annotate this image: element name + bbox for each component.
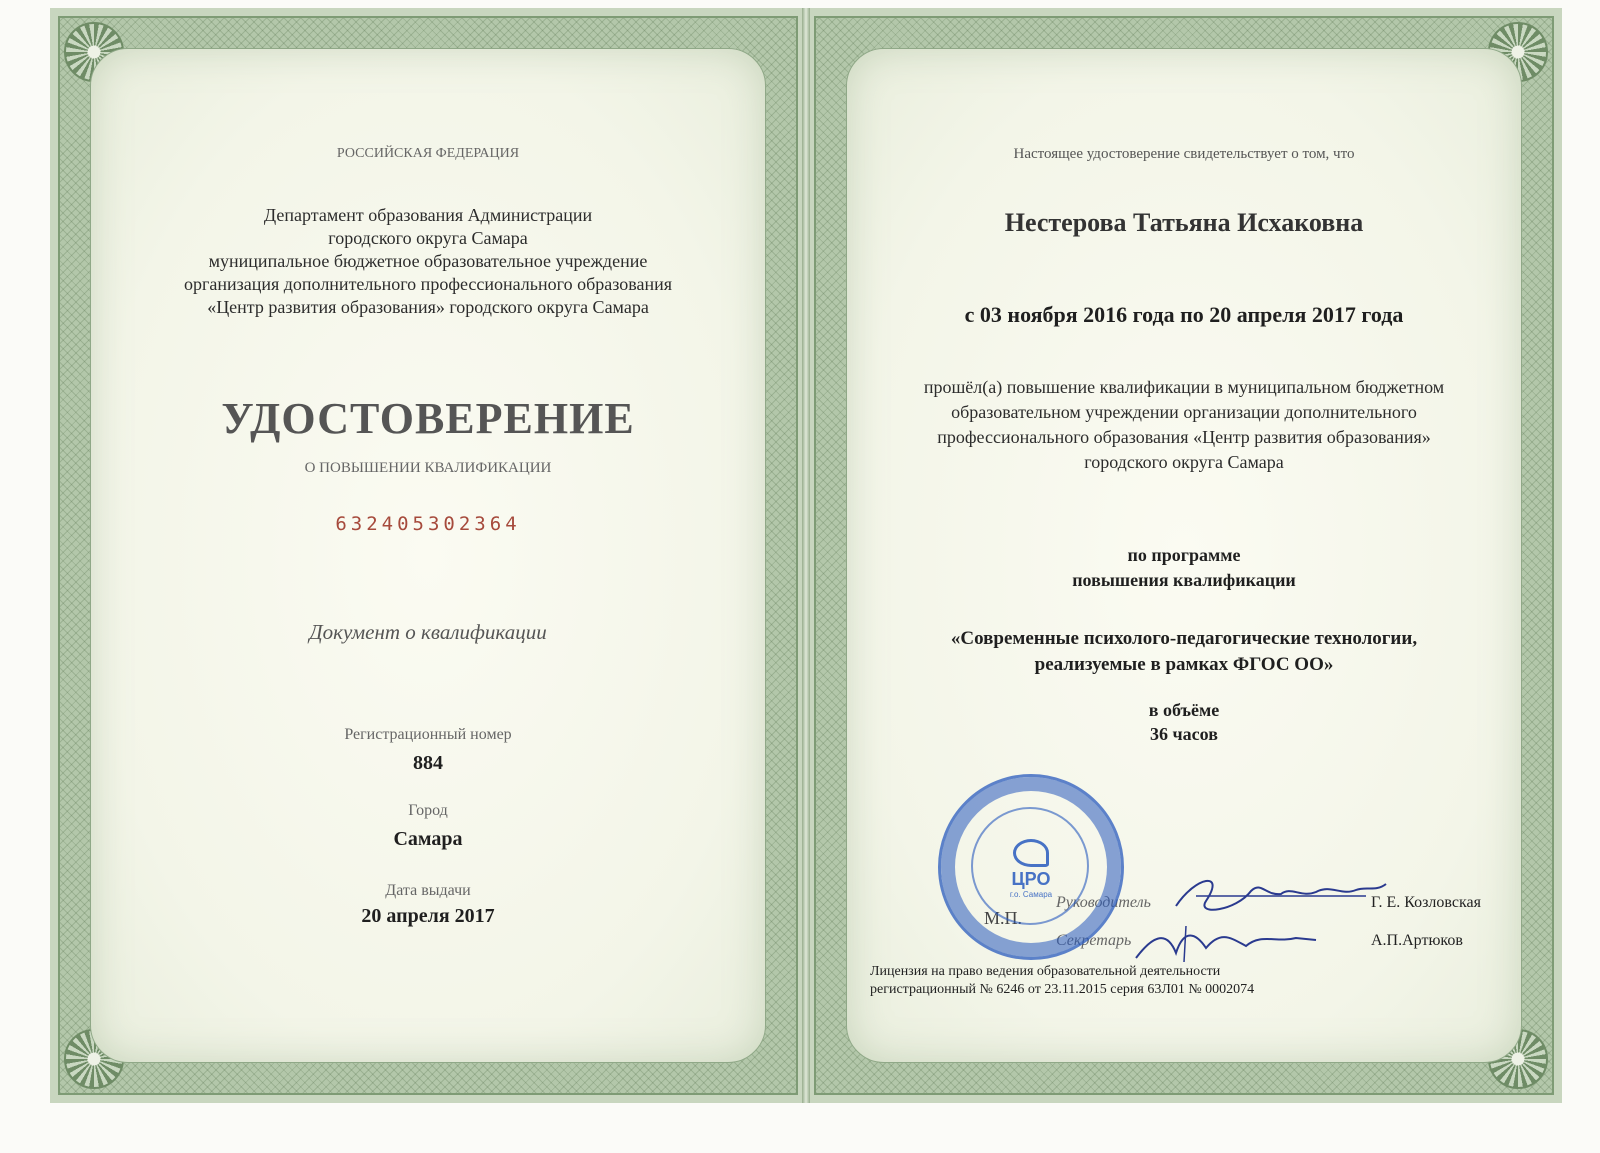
reg-number-label: Регистрационный номер: [344, 726, 512, 743]
intro-text: Настоящее удостоверение свидетельствует о том, что: [1013, 146, 1355, 162]
issuer-line-3: муниципальное бюджетное образовательное учреждение: [208, 251, 648, 271]
director-signature: [1166, 866, 1396, 926]
document-subtitle: О ПОВЫШЕНИИ КВАЛИФИКАЦИИ: [304, 460, 552, 476]
city-value: Самара: [393, 828, 463, 850]
issuer-line-2: городского округа Самара: [328, 228, 528, 248]
issue-date-label: Дата выдачи: [385, 882, 471, 899]
right-page: [806, 8, 1562, 1103]
document-type: Документ о квалификации: [309, 620, 547, 644]
study-period: с 03 ноября 2016 года по 20 апреля 2017 года: [964, 302, 1404, 327]
volume-value: 36 часов: [1150, 724, 1218, 744]
seal-abbr: ЦРО: [1011, 869, 1051, 889]
certificate-sheet: [50, 8, 1562, 1103]
program-line-2: повышения квалификации: [1072, 570, 1296, 590]
issuer-line-5: «Центр развития образования» городского округа Самара: [207, 297, 649, 317]
issuer-line-1: Департамент образования Администрации: [263, 205, 593, 225]
issue-date: 20 апреля 2017: [361, 905, 495, 927]
serial-number: 632405302364: [335, 513, 521, 535]
passed-line-1: прошёл(а) повышение квалификации в муниципальном бюджетном: [923, 377, 1445, 397]
reg-number: 884: [413, 752, 443, 774]
passed-line-4: городского округа Самара: [1084, 452, 1284, 472]
seal-logo: [999, 839, 1063, 897]
issuer-line-4: организация дополнительного профессионального образования: [183, 274, 673, 294]
secretary-name: А.П.Артюков: [1371, 932, 1463, 949]
program-line-1: по программе: [1127, 545, 1241, 565]
city-label: Город: [408, 802, 448, 819]
document-title: УДОСТОВЕРЕНИЕ: [221, 394, 635, 443]
seal-place-mark: М.П.: [984, 908, 1023, 928]
cro-logo-icon: [1013, 839, 1049, 867]
round-seal: [938, 774, 1124, 960]
license-line-1: Лицензия на право ведения образовательной деятельности: [870, 964, 1221, 979]
passed-line-2: образовательном учреждении организации дополнительного: [951, 402, 1417, 422]
passed-line-3: профессионального образования «Центр развития образования»: [937, 427, 1431, 447]
secretary-signature: [1126, 918, 1326, 968]
license-line-2: регистрационный № 6246 от 23.11.2015 серия 63Л01 № 0002074: [870, 982, 1255, 997]
seal-sub: г.о. Самара: [1009, 890, 1053, 899]
holder-name: Нестерова Татьяна Исхаковна: [1004, 208, 1364, 237]
director-label: Руководитель: [1056, 894, 1151, 911]
country-heading: РОССИЙСКАЯ ФЕДЕРАЦИЯ: [336, 146, 520, 161]
volume-label: в объёме: [1148, 700, 1220, 720]
program-name-line-1: «Современные психолого-педагогические технологии,: [950, 628, 1418, 649]
program-name-line-2: реализуемые в рамках ФГОС ОО»: [1034, 654, 1334, 675]
secretary-label: Секретарь: [1056, 932, 1132, 949]
left-page: [50, 8, 806, 1103]
director-name: Г. Е. Козловская: [1371, 894, 1481, 911]
